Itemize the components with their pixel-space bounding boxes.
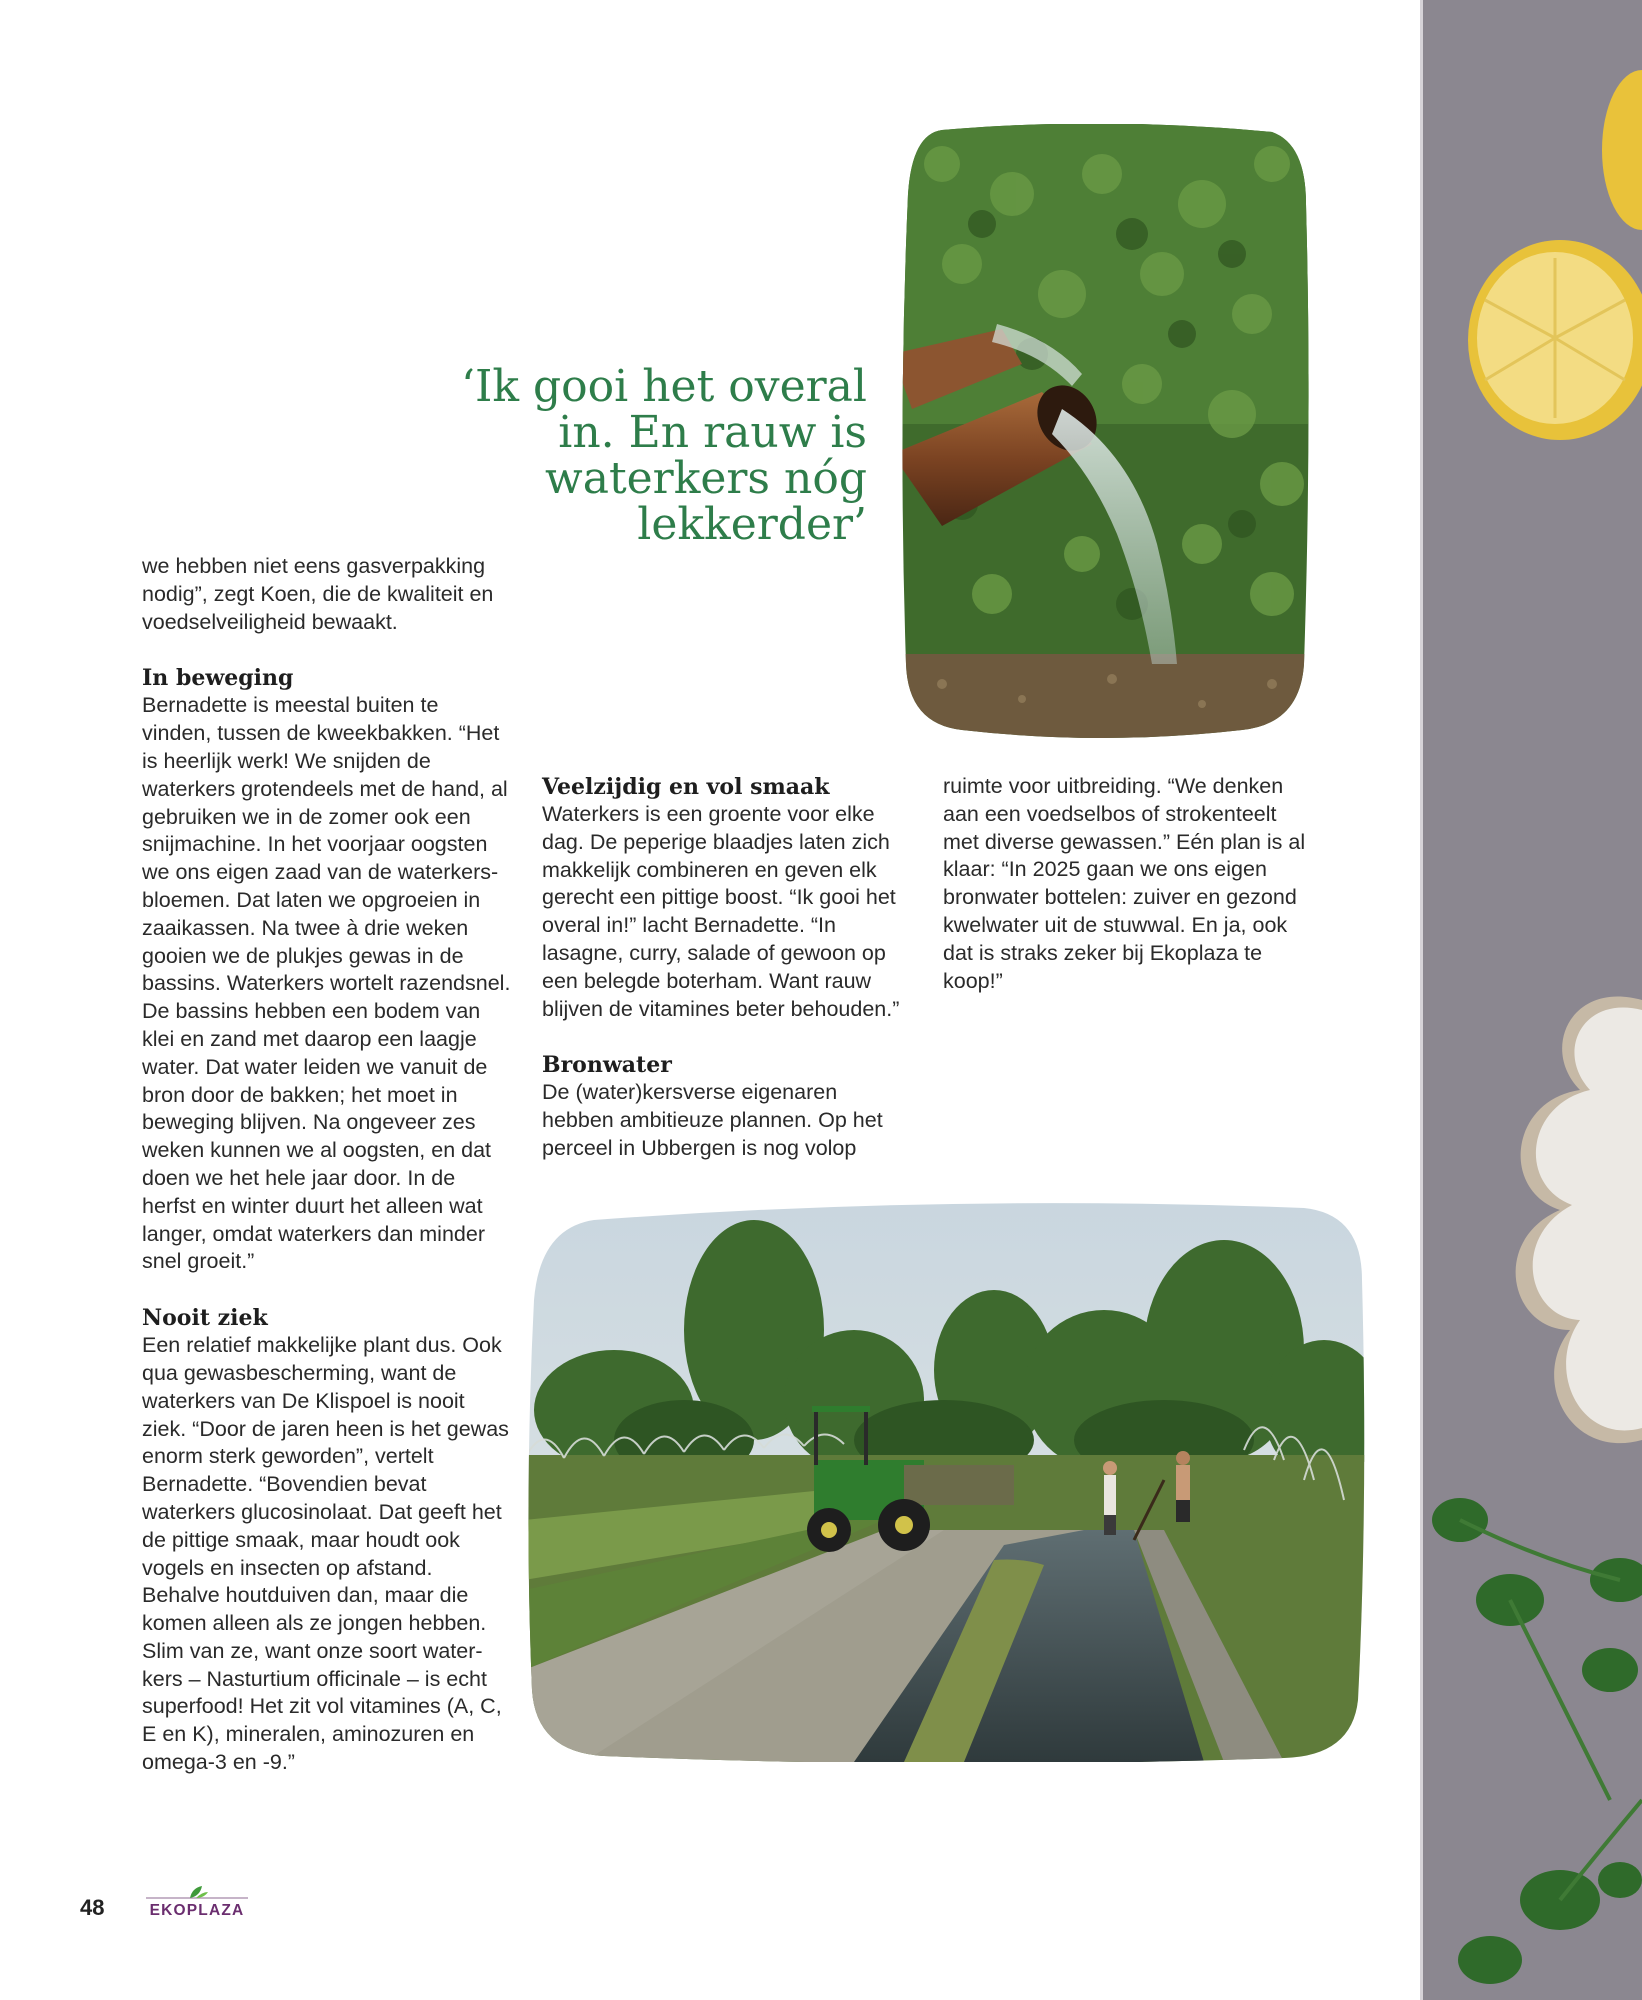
ekoplaza-logo-text: EKOPLAZA	[149, 1902, 245, 1919]
paragraph-continuation: ruimte voor uitbreiding. “We denken aan een voedselbos of strokenteelt met diverse gewassen.” Eén plan is al klaar: “In 2025 gaan we ons eigen bronwater bottelen: zuiver en gezond kwelwater uit de stuwwal. En ja, ook dat is straks zeker bij Ekoplaza te koop!”	[943, 774, 1306, 993]
paragraph-bronwater: De (water)kersverse eigenaren hebben ambitieuze plannen. Op het perceel in Ubbergen is nog volop	[542, 1080, 883, 1160]
text-column-2	[542, 773, 907, 1163]
photo-water-pipe	[902, 124, 1312, 740]
page-number: 48	[80, 1895, 105, 1920]
photo-watercress-farm	[524, 1200, 1366, 1762]
ekoplaza-logo	[146, 1884, 248, 1924]
heading-bronwater: Bronwater	[542, 1052, 672, 1079]
heading-nooit-ziek: Nooit ziek	[142, 1305, 268, 1332]
heading-in-beweging: In beweging	[142, 665, 294, 692]
intro-paragraph: we hebben niet eens gasverpakking nodig”, zegt Koen, die de kwaliteit en voedselveiligheid bewaakt.	[142, 554, 494, 634]
text-column-3	[943, 773, 1308, 995]
paragraph-veelzijdig: Waterkers is een groente voor elke dag. De peperige blaadjes laten zich makkelijk combineren en geven elk gerecht een pittige boost. “Ik gooi het overal in!” lacht Bernadette. “In lasagne, curry, salade of gewoon op een belegde boterham. Want rauw blijven de vitamines beter behouden.”	[542, 802, 900, 1021]
side-photo-strip	[1420, 0, 1642, 2000]
paragraph-nooit-ziek: Een relatief makkelijke plant dus. Ook qua gewasbescherming, want de waterkers van De Klispoel is nooit ziek. “Door de jaren heen is het gewas enorm sterk geworden”, vertelt Bernadette. “Bovendien bevat waterkers glucosinolaat. Dat geeft het de pittige smaak, maar houdt ook vogels en insecten op afstand. Behalve houtduiven dan, maar die komen alleen als ze jongen hebben. Slim van ze, want onze soort waterkers – Nasturtium officinale – is echt superfood! Het zit vol vitamines (A, C, E en K), mineralen, aminozuren en omega-3 en -9.”	[142, 1333, 509, 1775]
heading-veelzijdig: Veelzijdig en vol smaak	[542, 774, 830, 800]
paragraph-in-beweging: Bernadette is meestal buiten te vinden, tussen de kweekbakken. “Het is heerlijk werk! We snijden de waterkers grotendeels met de hand, al gebruiken we in de zomer ook een snijmachine. In het voorjaar oogsten we ons eigen zaad van de waterkersbloemen. Dat laten we opgroeien in zaaikassen. Na twee à drie weken gooien we de plukjes gewas in de bassins. Waterkers wortelt razendsnel. De bassins hebben een bodem van klei en zand met daarop een laagje water. Dat water leiden we vanuit de bron door de bakken; het moet in beweging blijven. Na ongeveer zes weken kunnen we al oogsten, en dat doen we het hele jaar door. In de herfst en winter duurt het alleen wat langer, omdat waterkers dan minder snel groeit.”	[142, 693, 511, 1274]
pull-quote: ‘Ik gooi het overal in. En rauw is waterkers nóg lekkerder’	[461, 361, 867, 550]
text-column-1	[142, 553, 512, 1777]
